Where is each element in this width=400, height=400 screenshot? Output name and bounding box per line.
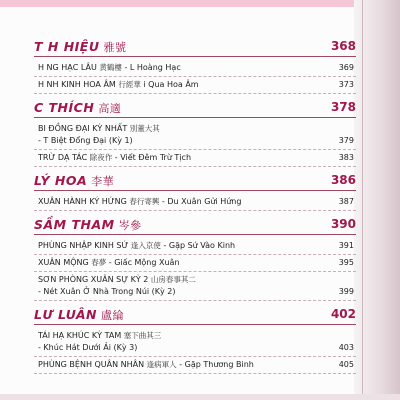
poem-title: XUÂN MỘNG [38,258,92,267]
poem-translation-line: - Khúc Hát Dưới Ải (Kỳ 3) [38,343,138,352]
author-name: LÝ HOA [34,173,88,188]
section-header [34,306,356,325]
poem-title: TÁI HẠ KHÚC KỲ TAM [38,331,124,340]
poem-han-title: 塞下曲其三 [123,331,162,340]
toc-entry[interactable] [34,77,356,94]
author-name: T H HIỆU [34,39,100,54]
section-header [34,216,356,235]
section-title [34,173,114,189]
poem-translation: - Viết Đêm Trừ Tịch [112,153,192,162]
toc-entry[interactable] [34,328,356,357]
poem-translation: - Gặp Thương Binh [176,360,254,369]
section-title [34,217,142,233]
section-page-number: 390 [330,217,356,231]
poem-translation: i Qua Hoa Âm [140,80,199,89]
author-name: C THÍCH [34,100,95,115]
poem-translation: - Giấc Mộng Xuân [106,258,180,267]
entry-title-line [38,330,356,342]
poem-han-title: 行經華 [118,80,141,89]
toc-entry[interactable] [34,194,356,211]
poem-title: TRỪ DẠ TÁC [38,153,90,162]
entry-title-line [38,196,356,208]
author-name: SẦM THAM [34,217,115,232]
entry-page-number: 369 [338,63,354,72]
poem-translation: - Du Xuân Gửi Hứng [159,197,242,206]
entry-title-line [38,62,356,74]
section-title [34,39,127,55]
author-han-name: 高適 [98,102,122,115]
poem-translation-line: - T Biệt Đổng Đại (Kỳ 1) [38,136,133,145]
entry-title-line [38,79,356,91]
spine-line [362,0,363,400]
poem-title: PHÙNG BỆNH QUÂN NHÂN [38,360,147,369]
poem-han-title: 春行寄興 [129,197,160,206]
entry-page-number: 395 [338,258,354,267]
poem-title: PHÙNG NHẬP KINH SỨ [38,241,131,250]
poem-title: H NG HẠC LÂU [38,63,100,72]
entry-title-line [38,359,356,371]
toc-section [34,99,356,167]
poem-han-title: 別董大其 [129,124,160,133]
toc-section [34,38,356,94]
section-header [34,172,356,191]
entry-title-line [38,257,356,269]
toc-entry[interactable] [34,255,356,272]
entry-page-number: 399 [338,287,354,296]
poem-translation: - Gặp Sứ Vào Kinh [160,241,236,250]
poem-title: SƠN PHÒNG XUÂN SỰ KỲ 2 [38,275,151,284]
section-header [34,99,356,118]
section-page-number: 368 [330,39,356,53]
entry-title-line [38,123,356,135]
author-han-name: 雅號 [103,41,127,54]
toc-entry[interactable] [34,121,356,150]
bottom-edge-shadow [0,394,400,400]
poem-han-title: 逢入京使 [130,241,161,250]
poem-translation: - L Hoàng Hạc [121,63,181,72]
toc-entry[interactable] [34,150,356,167]
poem-translation-line: - Nét Xuân Ở Nhà Trong Núi (Kỳ 2) [38,287,176,296]
section-page-number: 386 [330,173,356,187]
entry-page-number: 373 [338,80,354,89]
poem-title: BI ĐỒNG ĐẠI KỲ NHẤT [38,124,130,133]
entry-page-number: 391 [338,241,354,250]
page-edge-shadow [354,0,400,400]
toc-entry[interactable] [34,357,356,374]
poem-han-title: 春夢 [91,258,107,267]
toc-section [34,172,356,211]
entry-page-number: 379 [338,136,354,145]
toc-entry[interactable] [34,60,356,77]
author-han-name: 李華 [91,175,115,188]
toc-entry[interactable] [34,272,356,301]
top-pink-band [0,0,400,7]
entry-page-number: 383 [338,153,354,162]
poem-title: XUÂN HÀNH KÝ HỨNG [38,197,130,206]
section-page-number: 402 [330,307,356,321]
author-han-name: 盧綸 [100,309,124,322]
poem-han-title: 除夜作 [89,153,113,162]
poem-han-title: 黄鶴樓 [99,63,122,72]
poem-han-title: 逢病軍人 [146,360,177,369]
section-page-number: 378 [330,100,356,114]
toc-entry[interactable] [34,238,356,255]
toc-section [34,216,356,301]
entry-page-number: 405 [338,360,354,369]
poem-han-title: 山房春事其二 [150,275,196,284]
entry-title-line [38,240,356,252]
entry-title-line [38,152,356,164]
section-header [34,38,356,57]
section-title [34,100,121,116]
entry-title-line [38,274,356,286]
entry-page-number: 403 [338,343,354,352]
toc-section [34,306,356,374]
author-han-name: 岑參 [118,219,142,232]
poem-title: H NH KINH HOA ÂM [38,80,119,89]
entry-page-number: 387 [338,197,354,206]
author-name: LƯ LUÂN [34,307,97,322]
table-of-contents [34,38,356,379]
section-title [34,307,124,323]
